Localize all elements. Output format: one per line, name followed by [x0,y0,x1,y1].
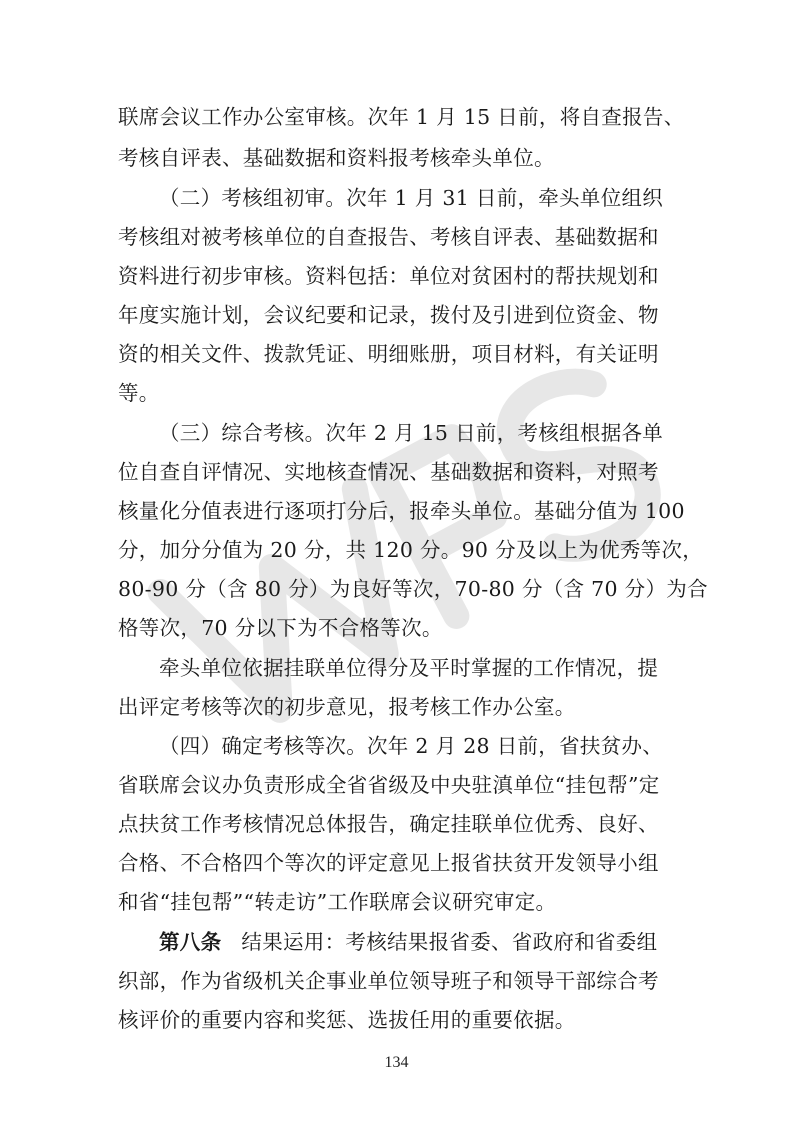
text-line-13: 80-90 分（含 80 分）为良好等次，70-80 分（含 70 分）为合 [118,577,708,601]
text-line-14: 格等次，70 分以下为不合格等次。 [118,616,443,640]
text-line-11: 核量化分值表进行逐项打分后，报牵头单位。基础分值为 100 [118,499,685,523]
text-line-5: 资料进行初步审核。资料包括：单位对贫困村的帮扶规划和 [118,264,659,288]
text-line-20: 合格、不合格四个等次的评定意见上报省扶贫开发领导小组 [118,851,659,875]
text-line-17: （四）确定考核等次。次年 2 月 28 日前，省扶贫办、 [159,734,664,758]
text-line-7: 资的相关文件、拨款凭证、明细账册，项目材料，有关证明 [118,342,659,366]
text-line-24: 核评价的重要内容和奖惩、选拔任用的重要依据。 [118,1008,576,1032]
text-line-21: 和省“挂包帮”“转走访”工作联席会议研究审定。 [118,890,557,914]
text-line-10: 位自查自评情况、实地核查情况、基础数据和资料，对照考 [118,460,659,484]
text-line-15: 牵头单位依据挂联单位得分及平时掌握的工作情况，提 [159,656,659,680]
text-line-2: 考核自评表、基础数据和资料报考核牵头单位。 [118,146,555,170]
article-text: 结果运用：考核结果报省委、省政府和省委组 [241,930,658,954]
article-label: 第八条 [159,930,222,954]
text-line-19: 点扶贫工作考核情况总体报告，确定挂联单位优秀、良好、 [118,812,659,836]
text-line-9: （三）综合考核。次年 2 月 15 日前，考核组根据各单 [159,421,664,445]
text-line-4: 考核组对被考核单位的自查报告、考核自评表、基础数据和 [118,225,659,249]
text-line-16: 出评定考核等次的初步意见，报考核工作办公室。 [118,695,576,719]
text-line-23: 织部，作为省级机关企事业单位领导班子和领导干部综合考 [118,969,659,993]
text-line-3: （二）考核组初审。次年 1 月 31 日前，牵头单位组织 [159,186,664,210]
text-line-6: 年度实施计划，会议纪要和记录，拨付及引进到位资金、物 [118,303,659,327]
text-line-18: 省联席会议办负责形成全省省级及中央驻滇单位“挂包帮”定 [118,773,660,797]
text-line-1: 联席会议工作办公室审核。次年 1 月 15 日前，将自查报告、 [118,105,685,129]
page-number: 134 [384,1054,409,1071]
text-line-12: 分，加分分值为 20 分，共 120 分。90 分及以上为优秀等次， [118,538,704,562]
text-line-8: 等。 [118,381,160,405]
text-line-22 [159,926,678,958]
